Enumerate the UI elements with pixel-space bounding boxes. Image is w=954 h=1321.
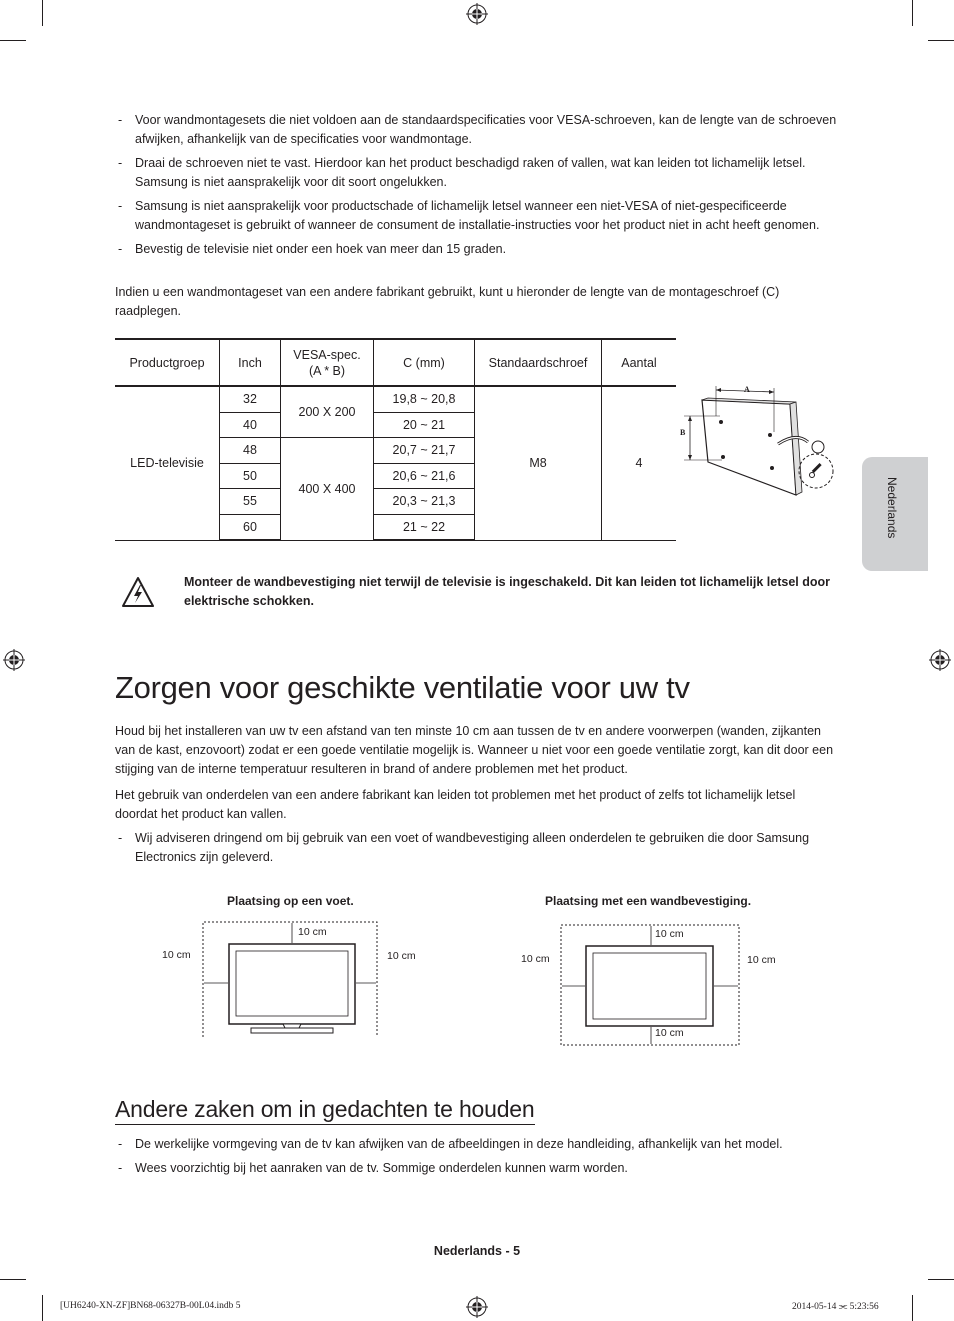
header-c-mm: C (mm) — [374, 339, 475, 386]
crop-mark — [42, 0, 43, 26]
cell-inch: 32 — [220, 386, 281, 412]
cell-inch: 60 — [220, 514, 281, 540]
cell-quantity: 4 — [602, 386, 677, 540]
dimension-label-b: B — [680, 428, 686, 437]
list-item: - Wij adviseren dringend om bij gebruik van een voet of wandbevestiging alleen onderdelen te gebruiken die door Samsung Electronics zijn geleverd. — [115, 829, 845, 867]
crop-mark — [42, 1295, 43, 1321]
crop-mark — [912, 1295, 913, 1321]
clearance-right-label: 10 cm — [747, 954, 776, 966]
clearance-top-label: 10 cm — [298, 926, 327, 938]
cell-c-mm: 21 ~ 22 — [374, 514, 475, 540]
page-title: Zorgen voor geschikte ventilatie voor uw tv — [115, 670, 690, 705]
cell-vesa: 200 X 200 — [281, 386, 374, 438]
header-vesa — [281, 339, 374, 386]
cell-c-mm: 20,6 ~ 21,6 — [374, 463, 475, 489]
cell-c-mm: 19,8 ~ 20,8 — [374, 386, 475, 412]
table-row — [115, 386, 676, 412]
vent-paragraph: Het gebruik van onderdelen van een andere fabrikant kan leiden tot problemen met het product of zelfs tot lichamelijk letsel doordat het product kan vallen. — [115, 788, 796, 821]
header-standard-screw: Standaardschroef — [475, 339, 602, 386]
cell-screw: M8 — [475, 386, 602, 540]
cell-inch: 50 — [220, 463, 281, 489]
cell-c-mm: 20,7 ~ 21,7 — [374, 438, 475, 464]
wall-mount-diagram — [678, 380, 838, 500]
header-vesa-line1: VESA-spec. — [293, 347, 361, 362]
list-item: - Samsung is niet aansprakelijk voor productschade of lichamelijk letsel wanneer een niet-VESA of niet-gespecificeerde wandmontageset is gebruikt of wanneer de consument de installatie-instructies voor het product niet in acht heeft genomen. — [115, 197, 845, 235]
stand-placement-diagram — [195, 915, 385, 1040]
list-item: - Draai de schroeven niet te vast. Hierdoor kan het product beschadigd raken of vallen, wat kan leiden tot lichamelijk letsel. Samsung is niet aansprakelijk voor dit soort ongelukken. — [115, 154, 845, 192]
list-item: - Voor wandmontagesets die niet voldoen aan de standaardspecificaties voor VESA-schroeven, kan de lengte van de schroeven afwijken, afhankelijk van de specificaties voor wandmontage. — [115, 111, 845, 149]
wall-placement-diagram — [555, 920, 745, 1048]
crop-mark — [928, 40, 954, 41]
list-item: - Wees voorzichtig bij het aanraken van de tv. Sommige onderdelen kunnen warm worden. — [115, 1159, 845, 1178]
cell-vesa: 400 X 400 — [281, 438, 374, 541]
stand-caption: Plaatsing op een voet. — [227, 894, 354, 908]
print-slug-left: [UH6240-XN-ZF]BN68-06327B-00L04.indb 5 — [60, 1301, 241, 1311]
other-bullet-list — [115, 1135, 845, 1183]
intro-paragraph: Indien u een wandmontageset van een andere fabrikant gebruikt, kunt u hieronder de lengte van de montageschroef (C) raadplegen. — [115, 285, 780, 318]
cell-c-mm: 20 ~ 21 — [374, 412, 475, 438]
vent-bullet-list — [115, 829, 845, 872]
clearance-left-label: 10 cm — [162, 949, 191, 961]
header-vesa-line2: (A * B) — [308, 363, 346, 378]
registration-mark-icon — [466, 1296, 488, 1318]
crop-mark — [928, 1279, 954, 1280]
list-item: - Bevestig de televisie niet onder een hoek van meer dan 15 graden. — [115, 240, 845, 259]
clearance-left-label: 10 cm — [521, 953, 550, 965]
language-side-tab — [862, 457, 928, 571]
registration-mark-icon — [929, 649, 951, 671]
header-quantity: Aantal — [602, 339, 677, 386]
vent-paragraph: Houd bij het installeren van uw tv een afstand van ten minste 10 cm aan tussen de tv en andere voorwerpen (wanden, zijkanten van de kast, enzovoort) zodat er een goede ventilatie mogelijk is. Wanneer u niet voor een goede ventilatie zorgt, kan dit door een stijging van de interne temperatuur resulteren in brand of andere problemen met het product. — [115, 724, 834, 776]
list-item: - De werkelijke vormgeving van de tv kan afwijken van de afbeeldingen in deze handleiding, afhankelijk van het model. — [115, 1135, 845, 1154]
cell-inch: 55 — [220, 489, 281, 515]
crop-mark — [912, 0, 913, 26]
cell-inch: 40 — [220, 412, 281, 438]
crop-mark — [0, 40, 26, 41]
section-heading: Andere zaken om in gedachten te houden — [115, 1096, 535, 1125]
dimension-label-a: A — [744, 385, 750, 394]
screw-spec-table — [115, 338, 676, 541]
clearance-top-label: 10 cm — [655, 928, 684, 940]
cell-inch: 48 — [220, 438, 281, 464]
registration-mark-icon — [3, 649, 25, 671]
cell-c-mm: 20,3 ~ 21,3 — [374, 489, 475, 515]
cell-product-group: LED-televisie — [115, 386, 220, 540]
clearance-bottom-label: 10 cm — [655, 1027, 684, 1039]
registration-mark-icon — [466, 3, 488, 25]
wall-caption: Plaatsing met een wandbevestiging. — [545, 894, 752, 908]
header-inch: Inch — [220, 339, 281, 386]
crop-mark — [0, 1279, 26, 1280]
table-header-row — [115, 339, 676, 386]
intro-bullet-list — [115, 111, 845, 264]
electric-shock-warning-icon — [121, 576, 155, 608]
print-slug-right: 2014-05-14 ⫘ 5:23:56 — [792, 1302, 879, 1312]
header-product-group: Productgroep — [115, 339, 220, 386]
side-tab-label: Nederlands — [885, 477, 899, 539]
clearance-right-label: 10 cm — [387, 950, 416, 962]
page-footer: Nederlands - 5 — [433, 1244, 521, 1258]
warning-text: Monteer de wandbevestiging niet terwijl de televisie is ingeschakeld. Dit kan leiden tot lichamelijk letsel door elektrische schokken. — [184, 575, 831, 608]
